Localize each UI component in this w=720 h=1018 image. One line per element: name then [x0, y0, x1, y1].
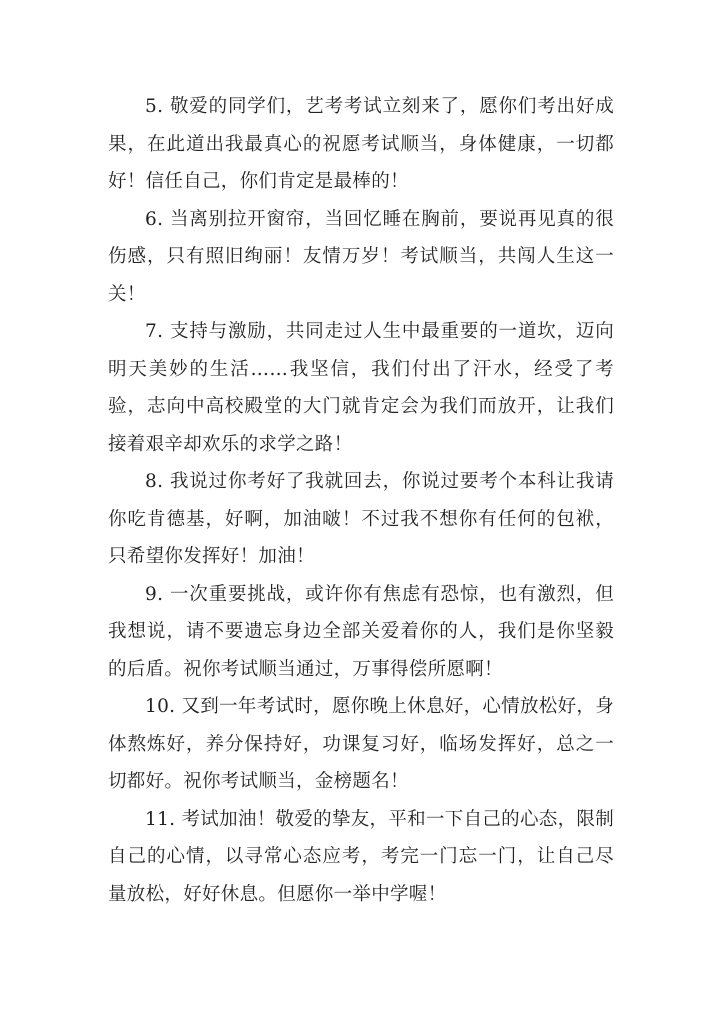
paragraph-item-6: 6. 当离别拉开窗帘，当回忆睡在胸前，要说再见真的很伤感，只有照旧绚丽！友情万岁！考试顺当，共闯人生这一关！ — [108, 208, 614, 305]
paragraph-item-10: 10. 又到一年考试时，愿你晚上休息好，心情放松好，身体熬炼好，养分保持好，功课复习好，临场发挥好，总之一切都好。祝你考试顺当，金榜题名！ — [108, 696, 614, 792]
paragraph-item-5: 5. 敬爱的同学们，艺考考试立刻来了，愿你们考出好成果，在此道出我最真心的祝愿考试顺当，身体健康，一切都好！信任自己，你们肯定是最棒的！ — [108, 96, 614, 192]
paragraph-item-7: 7. 支持与激励，共同走过人生中最重要的一道坎，迈向明天美妙的生活……我坚信，我们付出了汗水，经受了考验，志向中高校殿堂的大门就肯定会为我们而放开，让我们接着艰辛却欢乐的求学之路！ — [108, 321, 614, 455]
paragraph-item-8: 8. 我说过你考好了我就回去，你说过要考个本科让我请你吃肯德基，好啊，加油啵！不过我不想你有任何的包袱，只希望你发挥好！加油！ — [108, 471, 614, 567]
paragraph-item-11: 11. 考试加油！敬爱的挚友，平和一下自己的心态，限制自己的心情，以寻常心态应考，考完一门忘一门，让自己尽量放松，好好休息。但愿你一举中学喔！ — [108, 808, 614, 905]
document-page — [108, 88, 614, 913]
paragraph-item-9: 9. 一次重要挑战，或许你有焦虑有恐惊，也有激烈，但我想说，请不要遗忘身边全部关爱着你的人，我们是你坚毅的后盾。祝你考试顺当通过，万事得偿所愿啊！ — [108, 583, 614, 680]
